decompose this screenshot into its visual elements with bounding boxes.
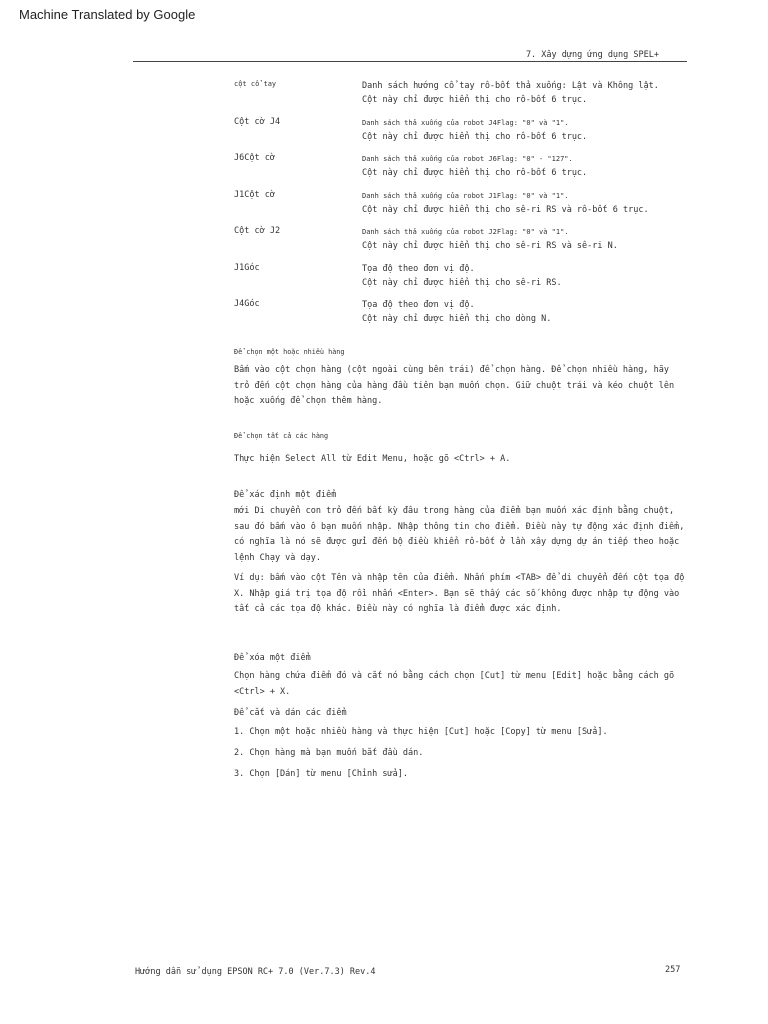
- section-heading-select-rows: Để chọn một hoặc nhiều hàng: [234, 348, 345, 356]
- description-line: Cột này chỉ được hiển thị cho sê-ri RS và sê-ri N.: [362, 241, 618, 251]
- section-heading-select-all: Để chọn tất cả các hàng: [234, 432, 329, 440]
- define-point-paragraph-2: [234, 571, 684, 618]
- paragraph-line: X. Nhập giá trị tọa độ rồi nhấn <Enter>. Bạn sẽ thấy các số không được nhập tự động vào: [234, 588, 680, 599]
- term-description: [362, 262, 562, 290]
- description-line: Danh sách thả xuống của robot J6Flag: "0" - "127".: [362, 155, 573, 163]
- term-description: [362, 116, 587, 144]
- description-line: Danh sách thả xuống của robot J1Flag: "0" và "1".: [362, 192, 569, 200]
- term-label: J1Góc: [234, 263, 260, 273]
- description-line: Cột này chỉ được hiển thị cho sê-ri RS.: [362, 278, 562, 288]
- header-divider: [133, 61, 687, 62]
- term-label: J4Góc: [234, 299, 260, 309]
- paragraph-line: sau đó bấm vào ô bạn muốn nhập. Nhập thông tin cho điểm. Điều này tự động xác định điểm,: [234, 521, 685, 532]
- term-label: Cột cờ J4: [234, 117, 281, 127]
- paragraph-line: Bấm vào cột chọn hàng (cột ngoài cùng bên trái) để chọn hàng. Để chọn nhiều hàng, hãy: [234, 365, 669, 375]
- term-description: [362, 189, 649, 217]
- section-heading-define-point: Để xác định một điểm: [234, 490, 337, 500]
- paragraph-line: <Ctrl> + X.: [234, 686, 291, 697]
- term-description: [362, 225, 618, 253]
- paragraph-line: tất cả các tọa độ khác. Điều này có nghĩa là điểm được xác định.: [234, 604, 562, 614]
- section-heading-cut-paste: Để cắt và dán các điểm: [234, 708, 347, 718]
- description-line: Cột này chỉ được hiển thị cho dòng N.: [362, 314, 552, 324]
- description-line: Cột này chỉ được hiển thị cho rô-bốt 6 trục.: [362, 95, 588, 105]
- paragraph-line: có nghĩa là nó sẽ được gửi đến bộ điều khiển rô-bốt ở lần xây dựng dự án tiếp theo hoặc: [234, 537, 680, 547]
- page-number: 257: [665, 965, 681, 975]
- description-line: Cột này chỉ được hiển thị cho rô-bốt 6 trục.: [362, 168, 588, 178]
- description-line: Cột này chỉ được hiển thị cho sê-ri RS và rô-bốt 6 trục.: [362, 205, 649, 215]
- term-label: J6Cột cờ: [234, 153, 275, 163]
- term-description: [362, 152, 587, 180]
- machine-translated-banner: Machine Translated by Google: [19, 7, 196, 22]
- cut-paste-step: 2. Chọn hàng mà bạn muốn bắt đầu dán.: [234, 748, 424, 758]
- description-line: Tọa độ theo đơn vị độ.: [362, 264, 475, 274]
- paragraph-line: mới Di chuyển con trỏ đến bất kỳ đâu trong hàng của điểm bạn muốn xác định bằng chuột,: [234, 506, 675, 516]
- cut-paste-step: 3. Chọn [Dán] từ menu [Chỉnh sửa].: [234, 769, 408, 779]
- paragraph-line: trỏ đến cột chọn hàng của hàng đầu tiên bạn muốn chọn. Giữ chuột trái và kéo chuột lên: [234, 380, 675, 391]
- description-line: Danh sách thả xuống của robot J2Flag: "0" và "1".: [362, 228, 569, 236]
- description-line: Danh sách hướng cổ tay rô-bốt thả xuống: Lật và Không lật.: [362, 81, 659, 91]
- paragraph-line: Ví dụ: bấm vào cột Tên và nhập tên của điểm. Nhấn phím <TAB> để di chuyển đến cột tọa độ: [234, 573, 685, 583]
- description-line: Tọa độ theo đơn vị độ.: [362, 300, 475, 310]
- paragraph-line: hoặc xuống để chọn thêm hàng.: [234, 396, 383, 406]
- term-description: [362, 298, 551, 326]
- select-all-text: Thực hiện Select All từ Edit Menu, hoặc gõ <Ctrl> + A.: [234, 454, 511, 464]
- cut-paste-step: 1. Chọn một hoặc nhiều hàng và thực hiện [Cut] hoặc [Copy] từ menu [Sửa].: [234, 727, 608, 737]
- paragraph-line: Chọn hàng chứa điểm đó và cắt nó bằng cách chọn [Cut] từ menu [Edit] hoặc bằng cách gõ: [234, 671, 675, 681]
- term-label: J1Cột cờ: [234, 190, 275, 200]
- description-line: Cột này chỉ được hiển thị cho rô-bốt 6 trục.: [362, 132, 588, 142]
- paragraph-line: lệnh Chạy và dạy.: [234, 552, 321, 563]
- term-label: Cột cờ J2: [234, 226, 281, 236]
- section-heading-delete-point: Để xóa một điểm: [234, 653, 311, 663]
- term-label: cột cổ tay: [234, 80, 277, 88]
- chapter-header: 7. Xây dựng ứng dụng SPEL+: [525, 50, 659, 60]
- description-line: Danh sách thả xuống của robot J4Flag: "0" và "1".: [362, 119, 569, 127]
- define-point-paragraph-1: [234, 504, 684, 566]
- footer-manual-title: Hướng dẫn sử dụng EPSON RC+ 7.0 (Ver.7.3) Rev.4: [135, 967, 376, 977]
- select-rows-paragraph: [234, 363, 684, 410]
- delete-point-paragraph: [234, 669, 684, 700]
- term-description: [362, 79, 659, 107]
